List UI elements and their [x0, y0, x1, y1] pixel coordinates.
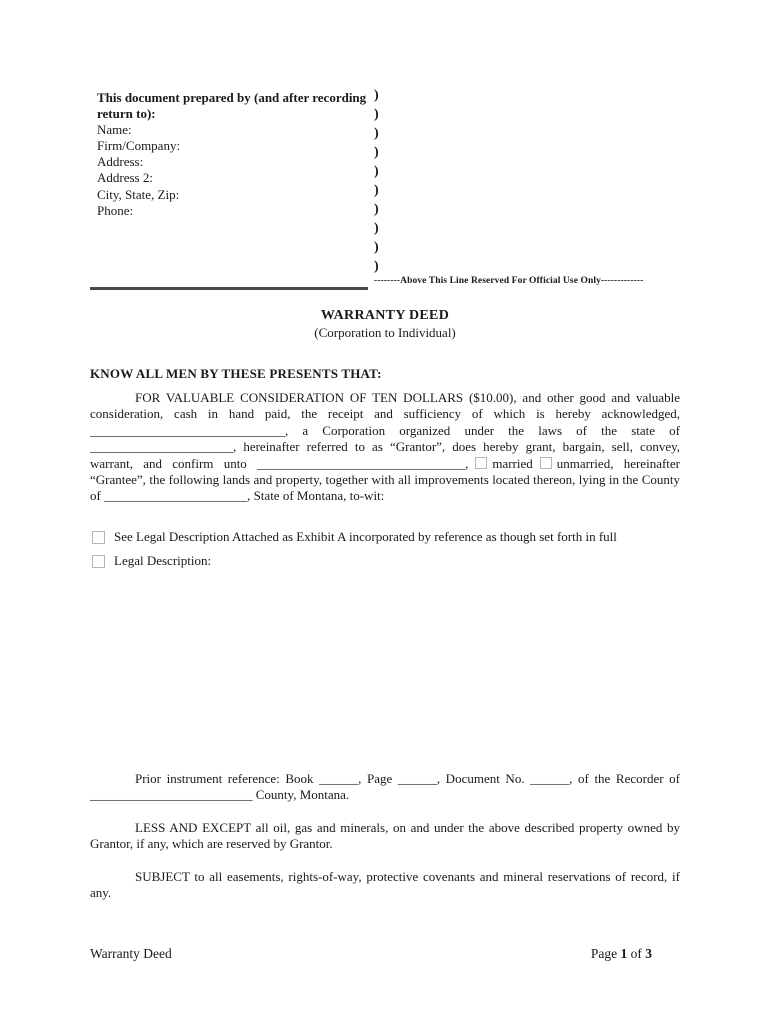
field-label-name: Name: [97, 122, 132, 138]
close-paren: ) [374, 163, 379, 179]
official-use-rule [90, 287, 368, 290]
consideration-text-part2: unmarried, hereinafter “Grantee”, the following lands and property, together with all improvements located thereon, lying in the County of ______________________, State of Montana, to-wit: [90, 455, 681, 504]
field-label-firm-company: Firm/Company: [97, 138, 181, 154]
subject-paragraph: SUBJECT to all easements, rights-of-way, protective covenants and mineral reservations of record, if any. [90, 869, 680, 901]
close-paren: ) [374, 125, 379, 141]
unmarried-checkbox[interactable] [540, 457, 552, 469]
legal-description-option-row [92, 553, 732, 569]
close-paren: ) [374, 220, 379, 236]
close-paren: ) [374, 88, 379, 103]
field-label-phone: Phone: [97, 202, 134, 218]
prepared-by-block [97, 90, 375, 219]
close-paren: ) [374, 258, 379, 274]
footer-total-pages: 3 [645, 946, 652, 961]
close-paren: ) [374, 106, 379, 122]
exhibit-a-checkbox[interactable] [92, 531, 105, 544]
field-label-city-state-zip: City, State, Zip: [97, 186, 180, 202]
footer-page-info [591, 946, 680, 962]
page-footer [90, 946, 680, 962]
field-label-address: Address: [97, 154, 144, 170]
exhibit-a-option-row [92, 529, 732, 545]
less-and-except-paragraph: LESS AND EXCEPT all oil, gas and minerals, on and under the above described property owned by Grantor, if any, which are reserved by Grantor. [90, 820, 680, 852]
reserved-notice: --------Above This Line Reserved For Official Use Only------------- [374, 276, 644, 286]
exhibit-a-label: See Legal Description Attached as Exhibit A incorporated by reference as though set forth in full [114, 529, 617, 544]
legal-description-checkbox[interactable] [92, 555, 105, 568]
close-paren: ) [374, 201, 379, 217]
footer-page-word: Page [590, 946, 618, 961]
prepared-by-heading-line2: return to): [97, 106, 156, 122]
presents-heading: KNOW ALL MEN BY THESE PRESENTS THAT: [90, 366, 382, 381]
close-paren: ) [374, 144, 379, 160]
prior-reference-paragraph: Prior instrument reference: Book ______, Page ______, Document No. ______, of the Recorder of _________________________ County, Montana. [90, 771, 680, 803]
married-label: married [492, 455, 533, 471]
footer-page-number: 1 [620, 946, 628, 961]
document-title: WARRANTY DEED [320, 308, 450, 323]
prepared-by-heading-line1: This document prepared by (and after recording [97, 90, 367, 105]
close-paren: ) [374, 239, 379, 255]
consideration-paragraph [90, 390, 680, 505]
consideration-text-part1: FOR VALUABLE CONSIDERATION OF TEN DOLLARS ($10.00), and other good and valuable consideration, cash in hand paid, the receipt and sufficiency of which is hereby acknowledged, ______________________________, a Corporation organized under the laws of the state of ______________________, hereinafter referred to as “Grantor”, does hereby grant, bargain, sell, convey, warrant, and confirm unto ________________________________, [90, 390, 680, 471]
document-subtitle: (Corporation to Individual) [314, 325, 456, 340]
close-paren: ) [374, 182, 379, 198]
legal-description-label: Legal Description: [114, 553, 212, 568]
prepared-by-heading [97, 90, 375, 122]
footer-doc-label: Warranty Deed [90, 946, 172, 961]
married-checkbox[interactable] [475, 457, 487, 469]
paren-column [374, 87, 379, 277]
footer-of-word: of [630, 946, 642, 961]
field-label-address2: Address 2: [97, 170, 153, 186]
